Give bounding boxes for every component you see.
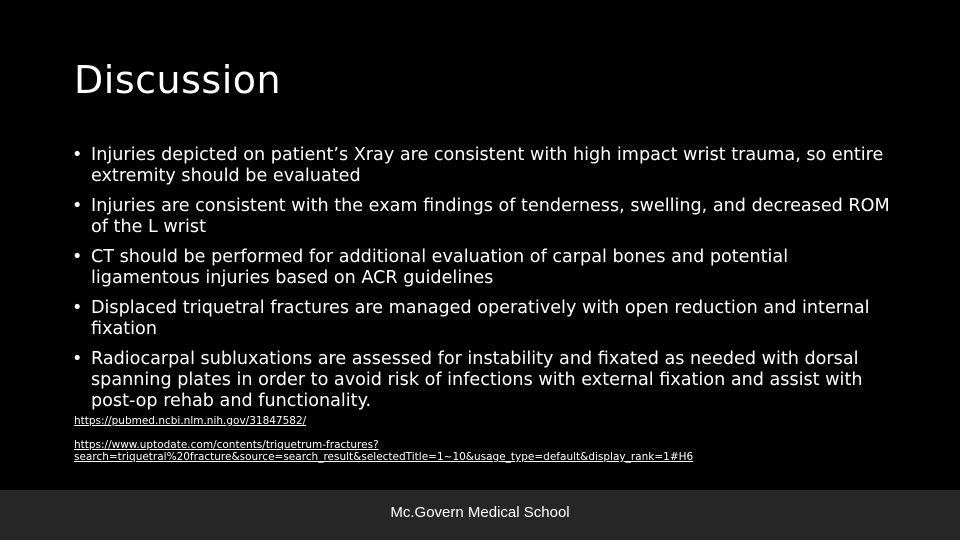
reference-link-pubmed[interactable]: https://pubmed.ncbi.nlm.nih.gov/31847582/ bbox=[74, 415, 307, 427]
footer-bar bbox=[0, 490, 960, 540]
bullet-icon: • bbox=[72, 145, 83, 165]
bullet-text: Injuries are consistent with the exam findings of tenderness, swelling, and decreased ROM of the L wrist bbox=[91, 196, 890, 237]
footer-text: Mc.Govern Medical School bbox=[390, 504, 570, 521]
bullet-item bbox=[72, 196, 892, 238]
reference-link-uptodate[interactable]: https://www.uptodate.com/contents/triquetrum-fractures?search=triquetral%20fracture&source=search_result&selectedTitle=1~10&usage_type=default&display_rank=1#H6 bbox=[74, 439, 694, 463]
bullet-icon: • bbox=[72, 298, 83, 318]
bullet-item bbox=[72, 145, 892, 187]
bullet-list bbox=[72, 145, 892, 421]
slide-title: Discussion bbox=[74, 58, 282, 102]
bullet-icon: • bbox=[72, 349, 83, 369]
bullet-item bbox=[72, 247, 892, 289]
references bbox=[74, 415, 874, 475]
bullet-icon: • bbox=[72, 247, 83, 267]
bullet-text: Injuries depicted on patient’s Xray are consistent with high impact wrist trauma, so entire extremity should be evaluated bbox=[91, 145, 884, 186]
bullet-item bbox=[72, 349, 892, 412]
bullet-text: Displaced triquetral fractures are managed operatively with open reduction and internal fixation bbox=[91, 298, 870, 339]
bullet-icon: • bbox=[72, 196, 83, 216]
bullet-item bbox=[72, 298, 892, 340]
bullet-text: Radiocarpal subluxations are assessed for instability and fixated as needed with dorsal spanning plates in order to avoid risk of infections with external fixation and assist with post-op rehab and functionality. bbox=[91, 349, 863, 411]
bullet-text: CT should be performed for additional evaluation of carpal bones and potential ligamentous injuries based on ACR guidelines bbox=[91, 247, 789, 288]
